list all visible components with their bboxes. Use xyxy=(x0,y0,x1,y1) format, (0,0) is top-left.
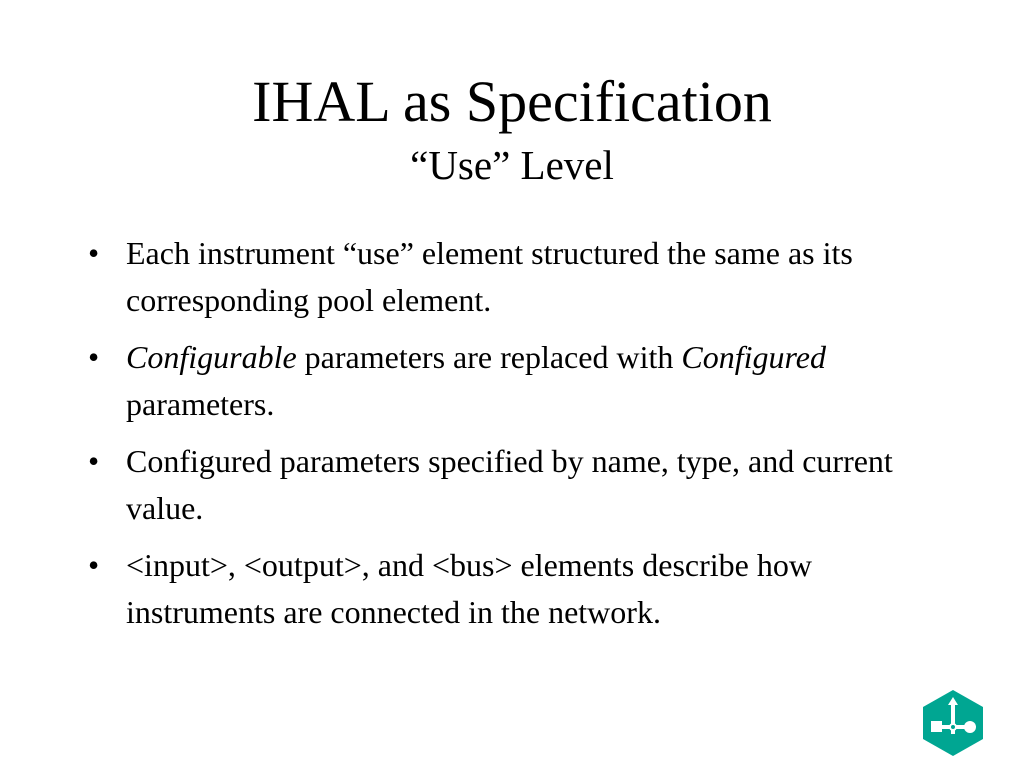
logo-right-node xyxy=(964,721,976,733)
bullet-text-segment: parameters. xyxy=(126,386,275,422)
bullet-text xyxy=(126,443,893,526)
bullet-text xyxy=(126,339,826,422)
bullet-text-italic: Configured xyxy=(681,339,826,375)
bullet-dot: • xyxy=(88,443,100,479)
bullet-dot: • xyxy=(88,547,100,583)
bullet-text-segment: <input>, <output>, and <bus> elements describe how instruments are connected in the network. xyxy=(126,547,812,630)
bullet-item xyxy=(84,542,924,636)
title-block xyxy=(0,62,1024,188)
bullet-list xyxy=(84,230,924,646)
bullet-item xyxy=(84,334,924,428)
bullet-dot: • xyxy=(88,235,100,271)
hexagon-network-logo-icon xyxy=(918,688,988,758)
bullet-text-segment: Configured parameters specified by name, type, and current value. xyxy=(126,443,893,526)
bullet-text-segment: Each instrument “use” element structured the same as its corresponding pool element. xyxy=(126,235,853,318)
logo-center-node xyxy=(950,724,956,730)
bullet-text xyxy=(126,235,853,318)
bullet-text xyxy=(126,547,812,630)
bullet-text-italic: Configurable xyxy=(126,339,297,375)
bullet-text-segment: parameters are replaced with xyxy=(296,339,682,375)
bullet-item xyxy=(84,230,924,324)
bullet-item xyxy=(84,438,924,532)
logo-left-node xyxy=(931,721,942,732)
bullet-dot: • xyxy=(88,339,100,375)
slide-subtitle: “Use” Level xyxy=(410,142,614,188)
slide-title: IHAL as Specification xyxy=(252,69,772,134)
